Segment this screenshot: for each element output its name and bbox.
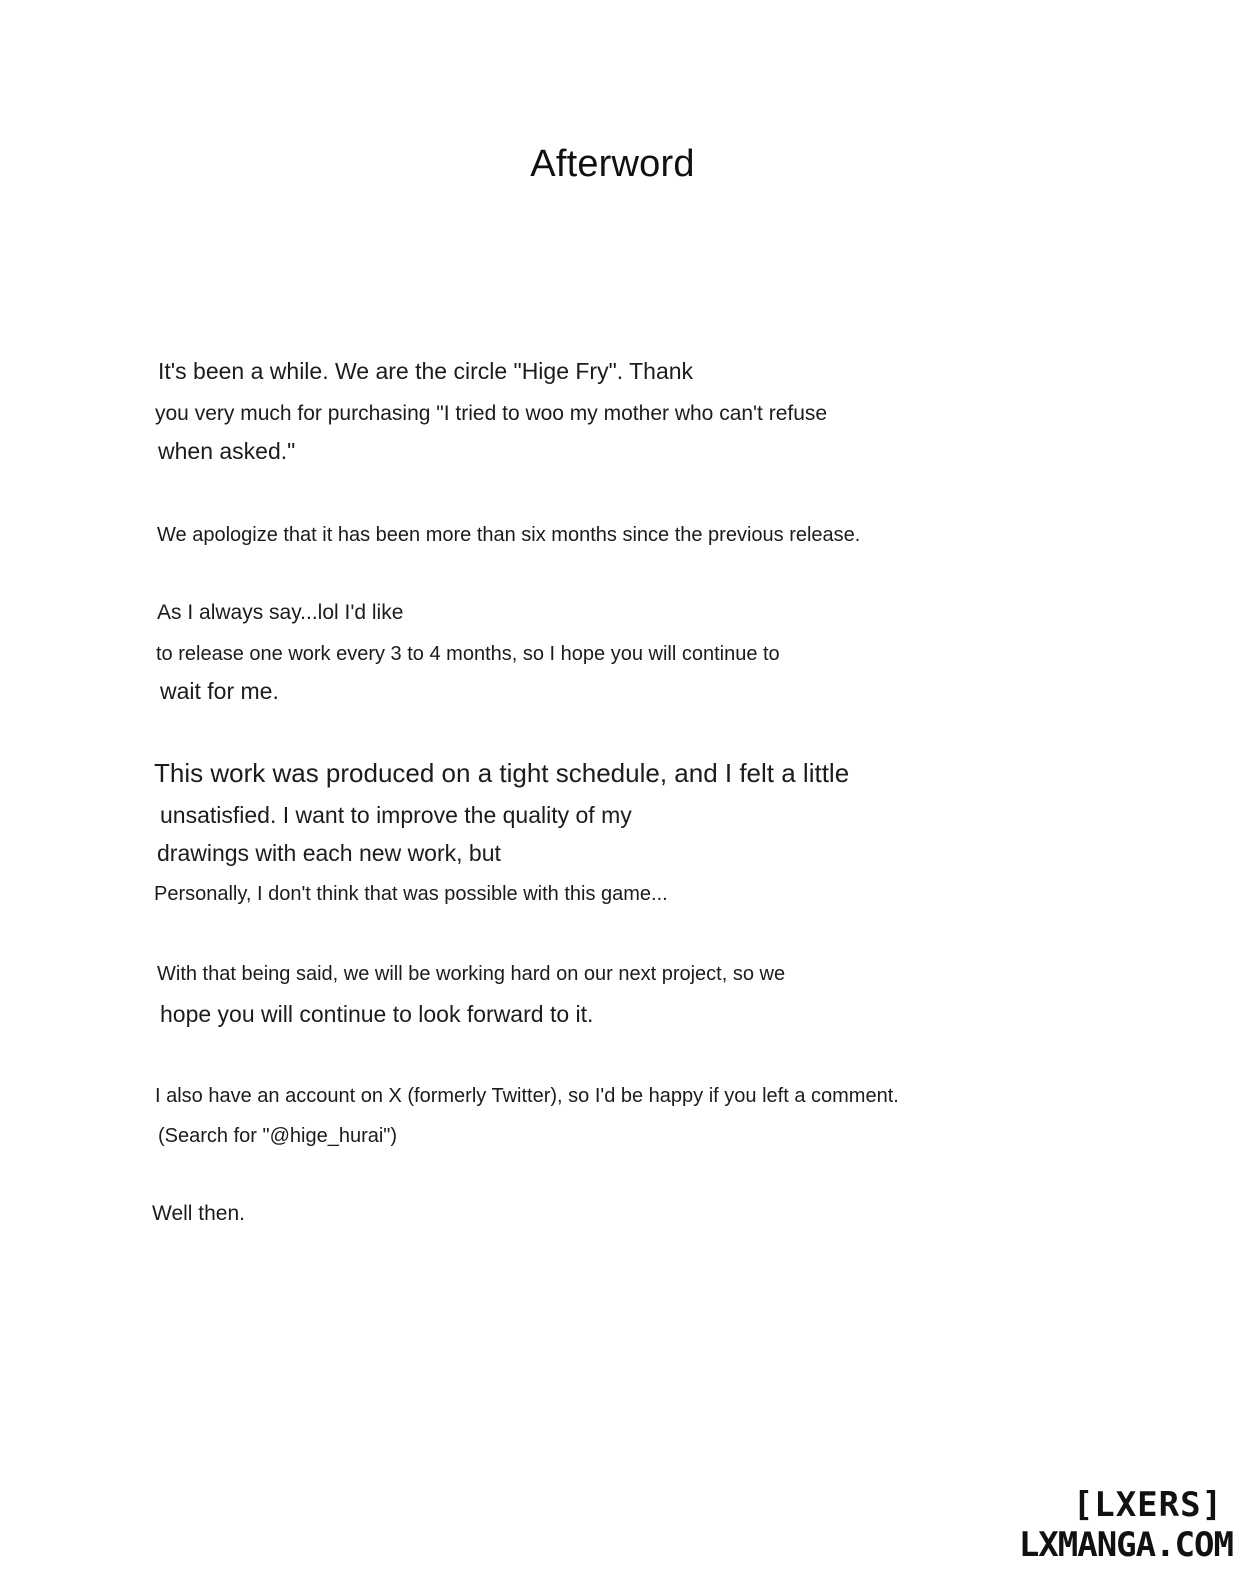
- paragraph-6-line-1: I also have an account on X (formerly Twitter), so I'd be happy if you left a comment.: [155, 1085, 899, 1107]
- paragraph-4-line-2: unsatisfied. I want to improve the quality of my: [160, 802, 632, 828]
- paragraph-1-line-2: you very much for purchasing "I tried to woo my mother who can't refuse: [155, 402, 828, 425]
- paragraph-1-line-1: It's been a while. We are the circle "Hige Fry". Thank: [158, 358, 694, 384]
- paragraph-3-line-3: wait for me.: [160, 678, 279, 704]
- paragraph-5-line-2: hope you will continue to look forward to it.: [160, 1001, 594, 1027]
- paragraph-4-line-4: Personally, I don't think that was possible with this game...: [154, 883, 668, 905]
- paragraph-6-line-2: (Search for "@hige_hurai"): [158, 1125, 398, 1147]
- paragraph-5-line-1: With that being said, we will be working hard on our next project, so we: [157, 963, 786, 985]
- page-title: Afterword: [530, 143, 695, 185]
- paragraph-3-line-2: to release one work every 3 to 4 months, so I hope you will continue to: [156, 643, 780, 665]
- watermark-site-url: LXMANGA.COM: [1018, 1525, 1233, 1565]
- paragraph-2-line-1: We apologize that it has been more than six months since the previous release.: [157, 524, 861, 546]
- site-watermark: [1018, 1485, 1233, 1565]
- paragraph-3-line-1: As I always say...lol I'd like: [157, 601, 404, 624]
- paragraph-4-line-3: drawings with each new work, but: [157, 840, 501, 866]
- watermark-group-name: [LXERS]: [1072, 1485, 1224, 1525]
- paragraph-1-line-3: when asked.": [158, 438, 296, 464]
- paragraph-4-line-1: This work was produced on a tight schedule, and I felt a little: [154, 758, 850, 788]
- paragraph-7-line-1: Well then.: [152, 1202, 245, 1225]
